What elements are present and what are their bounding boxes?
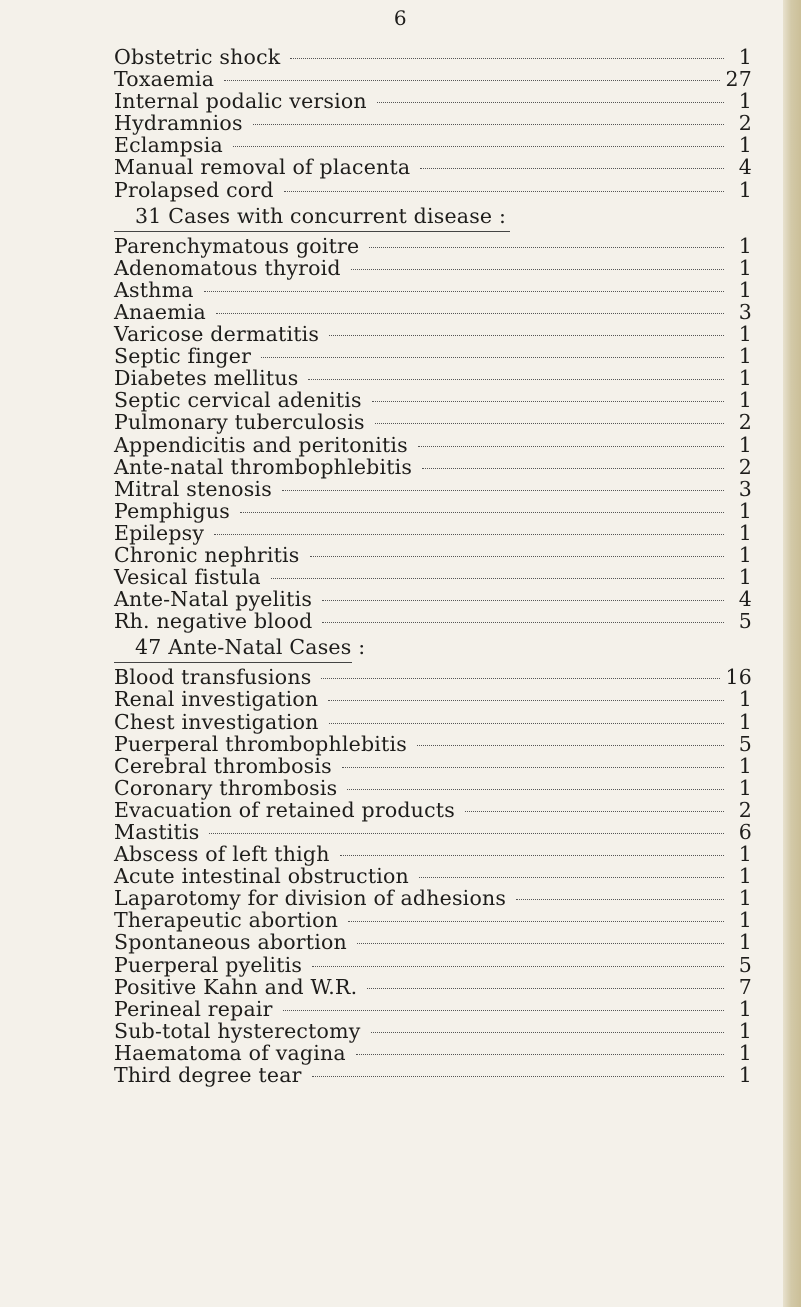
dot-leader <box>204 291 724 292</box>
dot-leader <box>321 678 719 679</box>
item-label: Adenomatous thyroid <box>114 255 341 280</box>
list-item <box>114 323 752 345</box>
list-item <box>114 887 752 909</box>
item-count: 1 <box>738 908 752 933</box>
dot-leader <box>328 700 724 701</box>
dot-leader <box>322 600 724 601</box>
item-label: Asthma <box>114 277 194 302</box>
item-count: 2 <box>738 797 752 822</box>
dot-leader <box>347 789 724 790</box>
item-count: 16 <box>725 665 752 690</box>
dot-leader <box>419 877 724 878</box>
item-label: Diabetes mellitus <box>114 366 299 391</box>
item-label: Pulmonary tuberculosis <box>114 410 365 435</box>
item-label: Appendicitis and peritonitis <box>114 432 408 457</box>
item-count: 2 <box>738 454 752 479</box>
list-item <box>114 931 752 953</box>
section-heading-ante-natal: 47 Ante-Natal Cases : <box>135 635 366 660</box>
list-item <box>114 755 752 777</box>
item-count: 1 <box>738 996 752 1021</box>
list-item <box>114 257 752 279</box>
item-label: Puerperal thrombophlebitis <box>114 731 407 756</box>
list-item <box>114 777 752 799</box>
item-label: Vesical fistula <box>114 565 261 590</box>
list-item <box>114 588 752 610</box>
item-label: Cerebral thrombosis <box>114 753 332 778</box>
item-count: 1 <box>738 366 752 391</box>
item-label: Positive Kahn and W.R. <box>114 974 358 999</box>
item-count: 1 <box>738 842 752 867</box>
list-item <box>114 821 752 843</box>
list-item <box>114 156 752 178</box>
item-label: Obstetric shock <box>114 45 281 69</box>
item-count: 1 <box>738 498 752 523</box>
item-label: Epilepsy <box>114 520 205 545</box>
dot-leader <box>418 446 724 447</box>
list-item <box>114 954 752 976</box>
item-count: 1 <box>738 542 752 567</box>
list-item <box>114 1020 752 1042</box>
item-label: Haematoma of vagina <box>114 1040 346 1065</box>
list-item <box>114 301 752 323</box>
dot-leader <box>371 1032 725 1033</box>
item-count: 1 <box>738 864 752 889</box>
list-item <box>114 998 752 1020</box>
list-item <box>114 610 752 632</box>
dot-leader <box>329 723 724 724</box>
heading-divider <box>114 662 352 663</box>
item-count: 6 <box>738 820 752 844</box>
item-count: 1 <box>738 753 752 778</box>
section-heading-concurrent-disease: 31 Cases with concurrent disease : <box>135 203 507 228</box>
item-count: 5 <box>738 731 752 756</box>
document-body <box>114 46 752 1086</box>
dot-leader <box>351 269 724 270</box>
dot-leader <box>322 622 724 623</box>
dot-leader <box>367 988 724 989</box>
item-count: 1 <box>738 687 752 712</box>
dot-leader <box>233 146 724 147</box>
dot-leader <box>329 335 724 336</box>
item-count: 1 <box>738 89 752 114</box>
dot-leader <box>284 191 724 192</box>
item-count: 1 <box>738 255 752 280</box>
list-item <box>114 976 752 998</box>
list-item <box>114 666 752 688</box>
dot-leader <box>342 767 724 768</box>
item-count: 1 <box>738 775 752 800</box>
item-label: Mastitis <box>114 820 200 844</box>
dot-leader <box>283 1010 724 1011</box>
item-label: Toxaemia <box>114 67 215 92</box>
list-item <box>114 799 752 821</box>
list-item <box>114 456 752 478</box>
item-count: 1 <box>738 344 752 369</box>
list-item <box>114 711 752 733</box>
list-item <box>114 112 752 134</box>
item-label: Hydramnios <box>114 111 243 136</box>
dot-leader <box>308 379 724 380</box>
obstetric-complications-list <box>114 46 752 201</box>
list-item <box>114 865 752 887</box>
item-label: Chest investigation <box>114 709 319 734</box>
list-item <box>114 279 752 301</box>
item-count: 1 <box>738 233 752 258</box>
item-count: 1 <box>738 277 752 302</box>
dot-leader <box>422 468 724 469</box>
item-label: Perineal repair <box>114 996 273 1021</box>
item-label: Manual removal of placenta <box>114 155 411 180</box>
item-label: Laparotomy for division of adhesions <box>114 886 507 911</box>
dot-leader <box>377 102 724 103</box>
list-item <box>114 179 752 201</box>
list-item <box>114 134 752 156</box>
list-item <box>114 434 752 456</box>
list-item <box>114 522 752 544</box>
item-count: 1 <box>738 133 752 158</box>
item-count: 1 <box>738 388 752 413</box>
list-item <box>114 733 752 755</box>
item-label: Puerperal pyelitis <box>114 952 303 977</box>
item-label: Pemphigus <box>114 498 230 523</box>
item-count: 1 <box>738 1018 752 1043</box>
item-count: 4 <box>738 587 752 612</box>
item-count: 2 <box>738 111 752 136</box>
item-count: 1 <box>738 709 752 734</box>
item-count: 4 <box>738 155 752 180</box>
list-item <box>114 688 752 710</box>
item-label: Spontaneous abortion <box>114 930 347 955</box>
item-count: 1 <box>738 432 752 457</box>
dot-leader <box>312 966 724 967</box>
item-count: 1 <box>738 322 752 347</box>
dot-leader <box>357 943 724 944</box>
item-label: Sub-total hysterectomy <box>114 1018 361 1043</box>
list-item <box>114 478 752 500</box>
list-item <box>114 389 752 411</box>
dot-leader <box>224 80 719 81</box>
dot-leader <box>369 247 724 248</box>
item-count: 5 <box>738 609 752 634</box>
dot-leader <box>209 833 724 834</box>
list-item <box>114 1042 752 1064</box>
item-count: 1 <box>738 45 752 69</box>
list-item <box>114 90 752 112</box>
item-count: 1 <box>738 520 752 545</box>
item-label: Septic finger <box>114 344 252 369</box>
heading-divider <box>114 231 510 232</box>
dot-leader <box>310 556 724 557</box>
dot-leader <box>290 58 724 59</box>
item-label: Varicose dermatitis <box>114 322 320 347</box>
item-label: Anaemia <box>114 299 206 324</box>
dot-leader <box>261 357 724 358</box>
dot-leader <box>240 512 724 513</box>
item-label: Parenchymatous goitre <box>114 233 360 258</box>
item-label: Prolapsed cord <box>114 177 274 202</box>
item-count: 3 <box>738 299 752 324</box>
item-count: 1 <box>738 1040 752 1065</box>
dot-leader <box>420 168 724 169</box>
item-label: Septic cervical adenitis <box>114 388 362 413</box>
item-label: Eclampsia <box>114 133 223 158</box>
item-label: Blood transfusions <box>114 665 312 690</box>
dot-leader <box>356 1054 724 1055</box>
page-number: 6 <box>393 6 408 30</box>
dot-leader <box>375 423 724 424</box>
list-item <box>114 46 752 68</box>
dot-leader <box>214 534 724 535</box>
item-count: 1 <box>738 1063 752 1088</box>
item-label: Chronic nephritis <box>114 542 300 567</box>
dot-leader <box>348 921 724 922</box>
item-count: 1 <box>738 565 752 590</box>
list-item <box>114 345 752 367</box>
concurrent-disease-list <box>114 235 752 633</box>
dot-leader <box>271 578 724 579</box>
item-count: 2 <box>738 410 752 435</box>
list-item <box>114 235 752 257</box>
list-item <box>114 68 752 90</box>
list-item <box>114 1064 752 1086</box>
list-item <box>114 544 752 566</box>
dot-leader <box>312 1076 724 1077</box>
list-item <box>114 909 752 931</box>
dot-leader <box>465 811 724 812</box>
dot-leader <box>253 124 724 125</box>
item-count: 7 <box>738 974 752 999</box>
dot-leader <box>516 899 724 900</box>
dot-leader <box>417 745 724 746</box>
list-item <box>114 843 752 865</box>
item-label: Third degree tear <box>114 1063 302 1088</box>
item-count: 1 <box>738 930 752 955</box>
dot-leader <box>372 401 724 402</box>
item-label: Internal podalic version <box>114 89 367 114</box>
list-item <box>114 566 752 588</box>
item-label: Evacuation of retained products <box>114 797 455 822</box>
dot-leader <box>216 313 724 314</box>
item-count: 27 <box>725 67 752 92</box>
dot-leader <box>282 490 724 491</box>
item-label: Acute intestinal obstruction <box>114 864 409 889</box>
item-count: 1 <box>738 177 752 202</box>
item-label: Therapeutic abortion <box>114 908 339 933</box>
item-label: Abscess of left thigh <box>114 842 330 867</box>
dot-leader <box>340 855 724 856</box>
item-label: Rh. negative blood <box>114 609 313 634</box>
ante-natal-cases-list <box>114 666 752 1086</box>
list-item <box>114 367 752 389</box>
item-label: Ante-natal thrombophlebitis <box>114 454 413 479</box>
item-count: 3 <box>738 476 752 501</box>
item-label: Coronary thrombosis <box>114 775 338 800</box>
item-label: Mitral stenosis <box>114 476 272 501</box>
list-item <box>114 500 752 522</box>
item-count: 5 <box>738 952 752 977</box>
item-label: Ante-Natal pyelitis <box>114 587 313 612</box>
page-edge-shadow <box>783 0 801 1307</box>
item-count: 1 <box>738 886 752 911</box>
list-item <box>114 411 752 433</box>
item-label: Renal investigation <box>114 687 319 712</box>
